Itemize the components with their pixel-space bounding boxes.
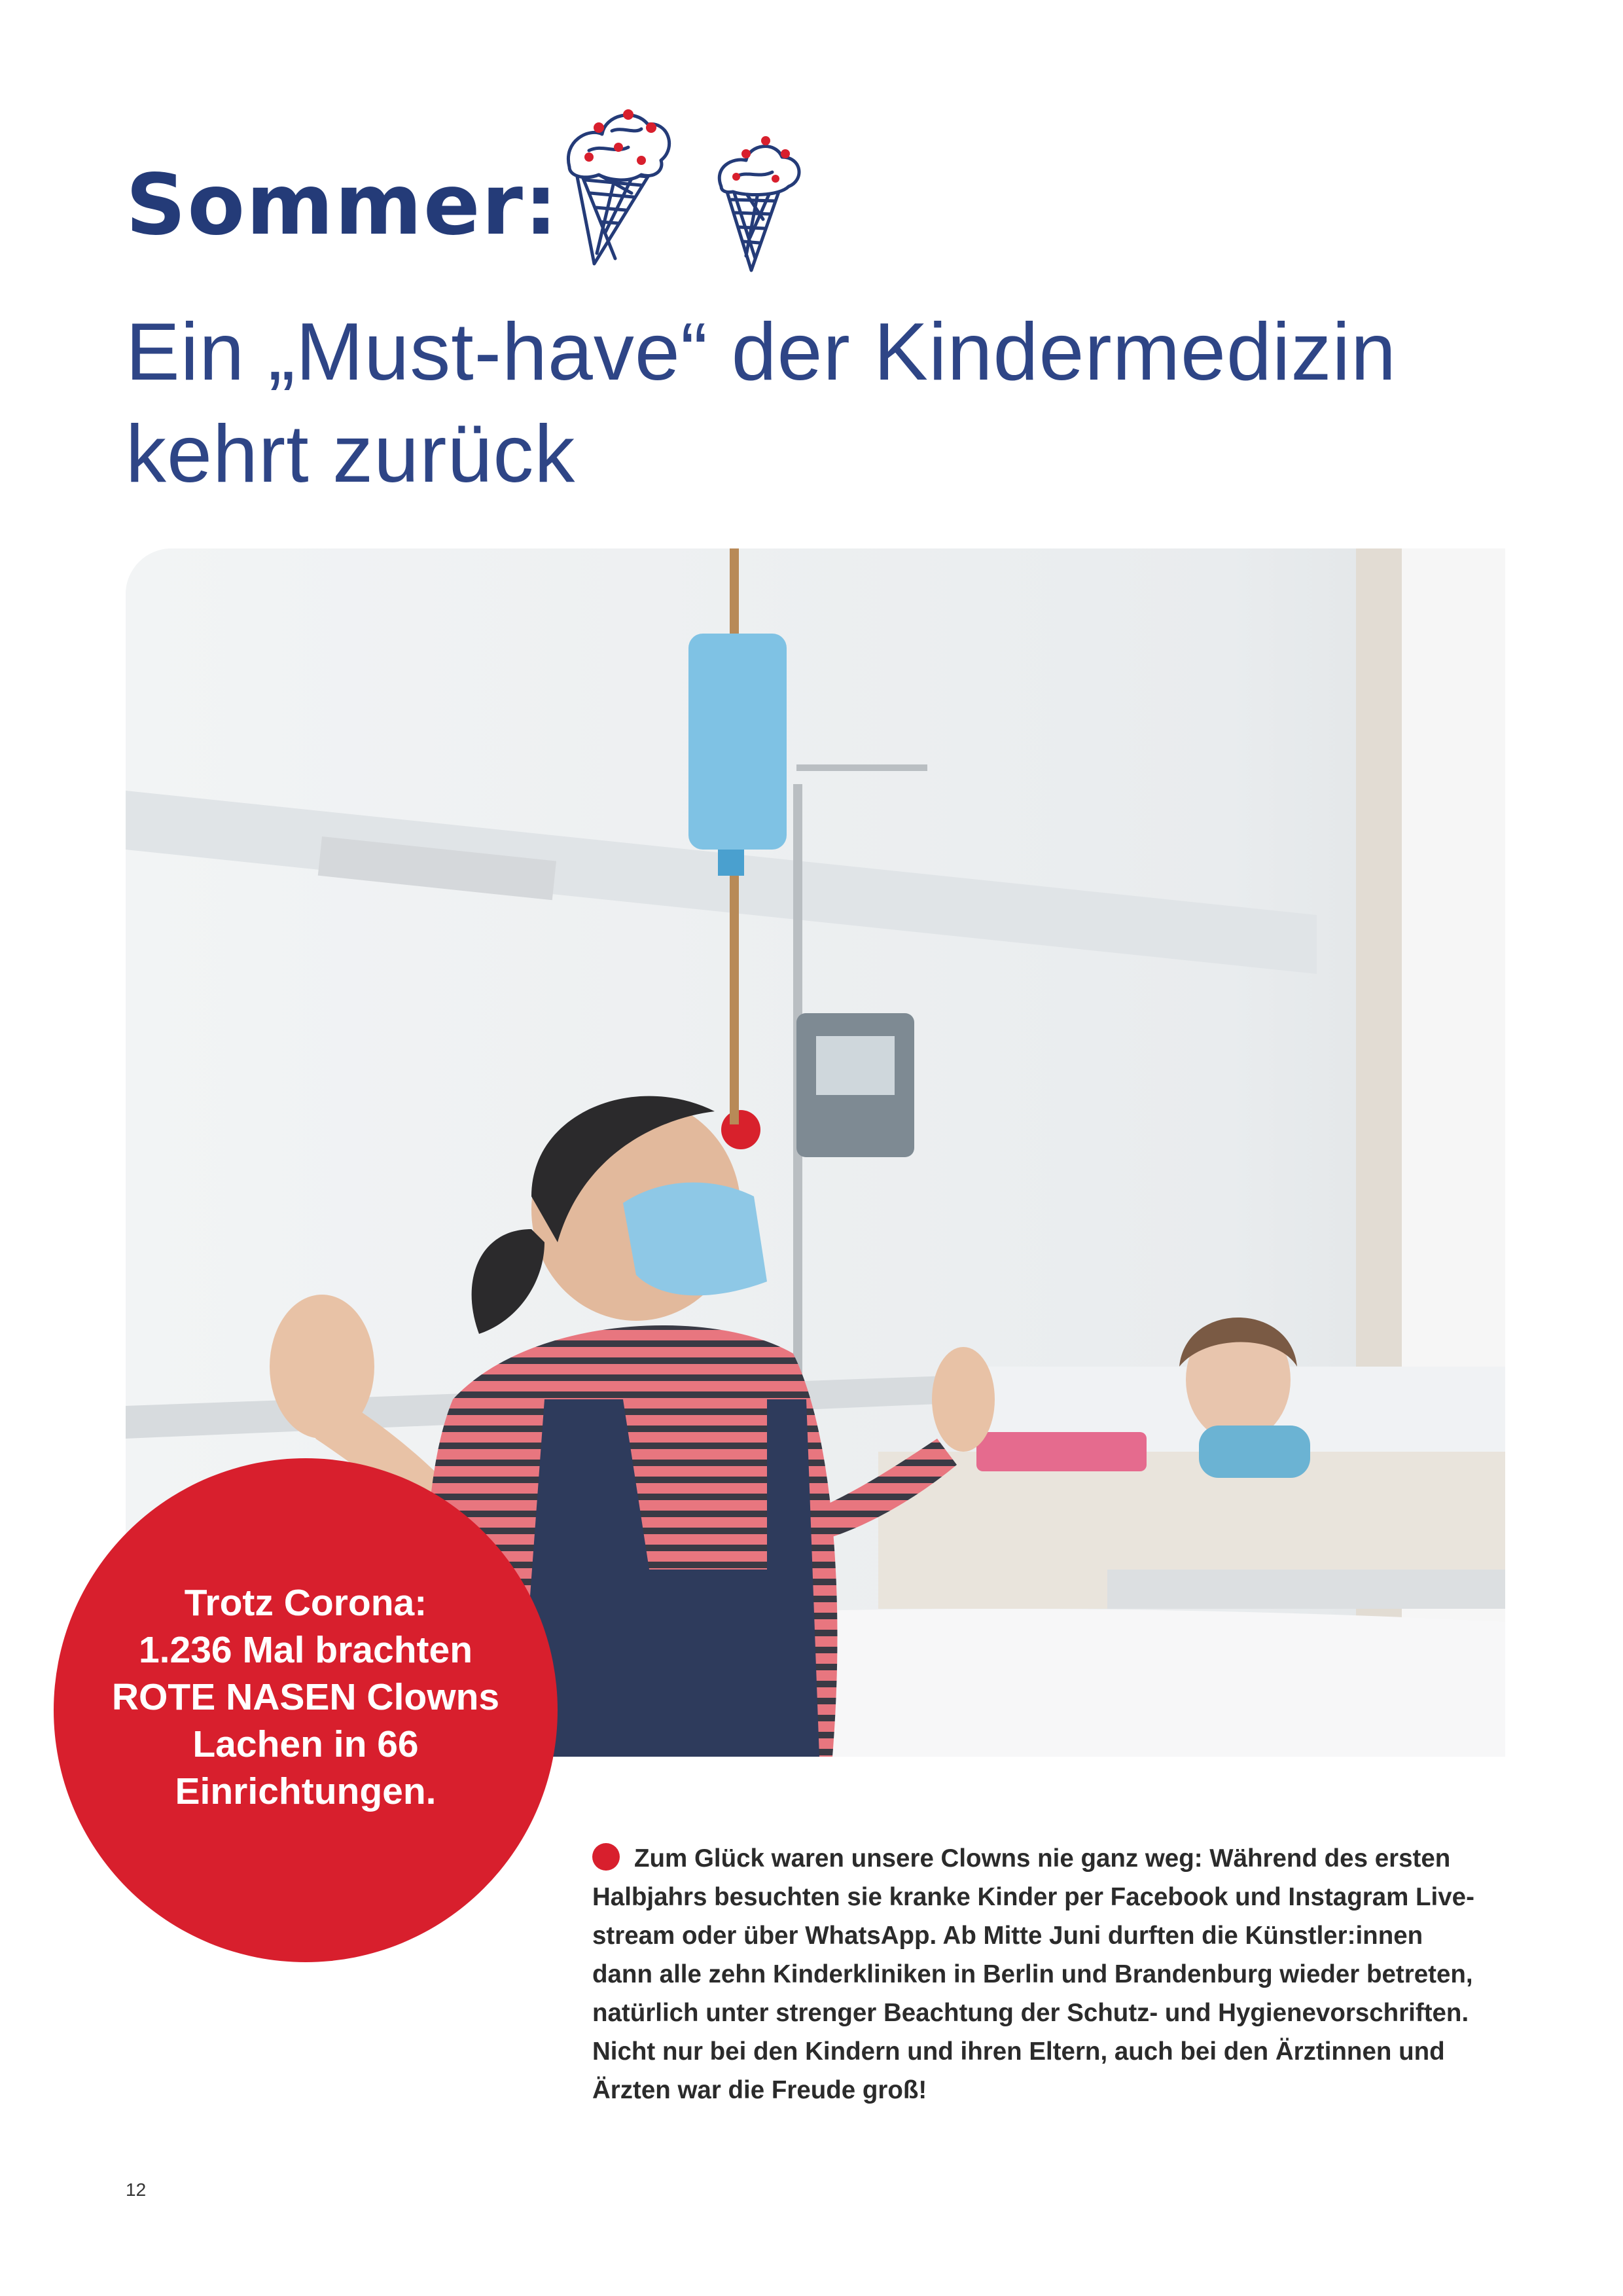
highlight-badge bbox=[54, 1458, 558, 1962]
body-text: Zum Glück waren unsere Clowns nie ganz weg: Während des ersten Halbjahrs besuchten sie kranke Kinder per Facebook und Instagram Live-stream oder über WhatsApp. Ab Mitte Juni durften die Künstler:innen dann alle zehn Kinderkliniken in Berlin und Brandenburg wieder betreten, natürlich unter strenger Beachtung der Schutz- und Hygienevorschriften. Nicht nur bei den Kindern und ihren Eltern, auch bei den Ärztinnen und Ärzten war die Freude groß! bbox=[592, 1844, 1474, 2104]
ice-cream-cones-icon bbox=[550, 62, 844, 278]
section-kicker: Sommer: bbox=[126, 156, 559, 254]
page-number: 12 bbox=[126, 2179, 147, 2200]
badge-text: Trotz Corona: 1.236 Mal brachten ROTE NASEN Clowns Lachen in 66 Einrichtungen. bbox=[111, 1582, 500, 1812]
red-dot-bullet-icon bbox=[592, 1843, 620, 1871]
body-paragraph bbox=[592, 1839, 1482, 2109]
headline: Ein „Must-have“ der Kindermedizin kehrt zurück bbox=[126, 307, 1397, 499]
